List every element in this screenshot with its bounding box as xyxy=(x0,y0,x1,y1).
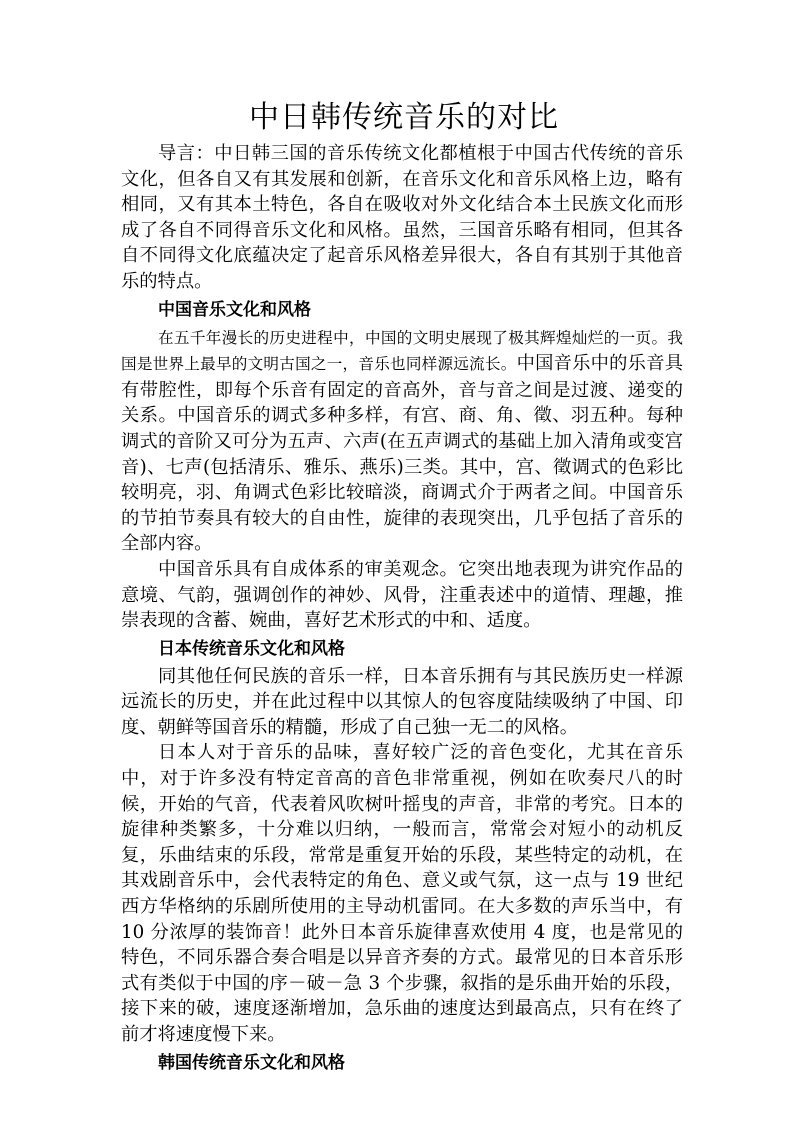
china-paragraph-2: 中国音乐具有自成体系的审美观念。它突出地表现为讲究作品的意境、气韵，强调创作的神妙、风骨，注重表述中的道情、理趣，推崇表现的含蓄、婉曲，喜好艺术形式的中和、适度。 xyxy=(121,558,683,632)
document-content xyxy=(121,95,683,1078)
japan-paragraph-1: 同其他任何民族的音乐一样，日本音乐拥有与其民族历史一样源远流长的历史，并在此过程中以其惊人的包容度陆续吸纳了中国、印度、朝鲜等国音乐的精髓，形成了自己独一无二的风格。 xyxy=(121,665,683,738)
china-paragraph-1-body: 中国音乐中的乐音具有带腔性，即每个乐音有固定的音高外，音与音之间是过渡、递变的关系。中国音乐的调式多种多样，有宫、商、角、徵、羽五种。每种调式的音阶又可分为五声、六声(在五声调式的基础上加入清角或变宫音)、七声(包括清乐、雅乐、燕乐)三类。其中，宫、徵调式的色彩比较明亮，羽、角调式色彩比较暗淡，商调式介于两者之间。中国音乐的节拍节奏具有较大的自由性，旋律的表现突出，几乎包括了音乐的全部内容。 xyxy=(121,353,683,555)
china-paragraph-1-intro: 在五千年漫长的历史进程中，中国的文明史展现了极其辉煌灿烂的一页。我国是世界上最早的文明古国之一，音乐也同样源远流长。 xyxy=(121,328,683,374)
page-title: 中日韩传统音乐的对比 xyxy=(249,100,559,135)
heading-korea: 韩国传统音乐文化和风格 xyxy=(158,1052,345,1073)
heading-japan: 日本传统音乐文化和风格 xyxy=(158,638,345,659)
japan-paragraph-2: 日本人对于音乐的品味，喜好较广泛的音色变化，尤其在音乐中，对于许多没有特定音高的音色非常重视，例如在吹奏尺八的时候，开始的气音，代表着风吹树叶摇曳的声音，非常的考究。日本的旋律种类繁多，十分难以归纳，一般而言，常常会对短小的动机反复，乐曲结束的乐段，常常是重复开始的乐段，某些特定的动机，在其戏剧音乐中，会代表特定的角色、意义或气氛，这一点与 19 世纪西方华格纳的乐剧所使用的主导动机雷同。在大多数的声乐当中，有 10 分浓厚的装饰音！此外日本音乐旋律喜欢使用 4 度，也是常见的特色，不同乐器合奏合唱是以异音齐奏的方式。最常见的日本音乐形式有类似于中国的序－破－急 3 个步骤，叙指的是乐曲开始的乐段，接下来的破，速度逐渐增加，急乐曲的速度达到最高点，只有在终了前才将速度慢下来。 xyxy=(121,742,683,1045)
heading-china: 中国音乐文化和风格 xyxy=(158,299,311,320)
intro-paragraph: 导言：中日韩三国的音乐传统文化都植根于中国古代传统的音乐文化，但各自又有其发展和创新，在音乐文化和音乐风格上边，略有相同，又有其本土特色，各自在吸收对外文化结合本土民族文化而形成了各自不同得音乐文化和风格。虽然，三国音乐略有相同，但其各自不同得文化底蕴决定了起音乐风格差异很大，各自有其别于其他音乐的特点。 xyxy=(121,143,683,292)
china-paragraph-1 xyxy=(121,325,683,557)
